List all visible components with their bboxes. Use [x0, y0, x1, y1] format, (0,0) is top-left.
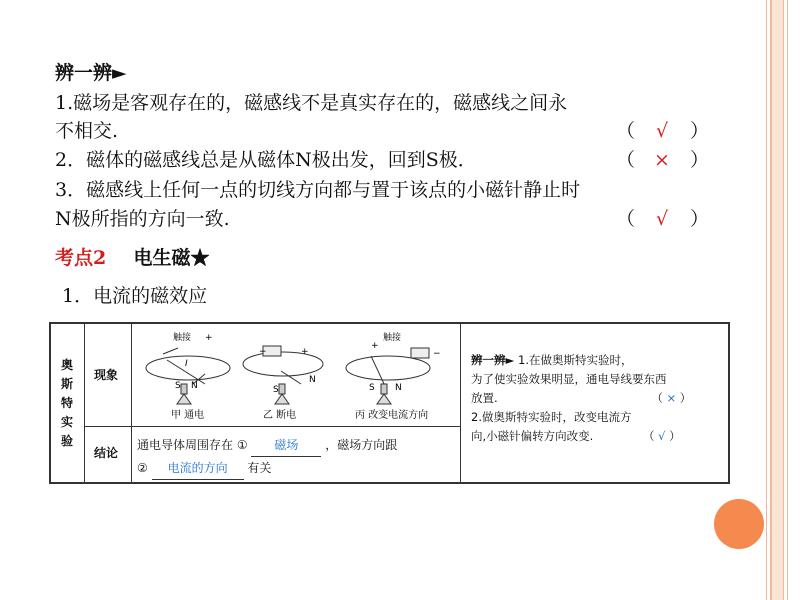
figure-powered-on — [146, 348, 230, 404]
paren-open: （ — [616, 120, 636, 142]
oersted-experiment-figures — [133, 326, 459, 424]
question-1-line-2: 不相交. — [55, 120, 119, 142]
label-plus: + — [371, 341, 379, 351]
label-touch: 触接 — [173, 333, 192, 343]
answer-cross-mark: × — [654, 149, 670, 171]
right-heading: 辨一辨► — [471, 353, 515, 367]
conclusion-text: 通电导体周围存在 ① — [137, 438, 248, 452]
question-3-line-2: N极所指的方向一致. — [55, 208, 230, 230]
vertical-title: 奥斯特实验 — [60, 358, 73, 448]
answer-blank-1: 磁场 — [251, 434, 321, 457]
right-line: 为了使实验效果明显，通电导线要东西 — [471, 372, 667, 386]
label-plus: + — [301, 347, 309, 357]
column-divider — [131, 324, 132, 482]
vertical-title-cell — [51, 324, 85, 482]
decorative-orange-circle — [714, 499, 764, 549]
decorative-band — [772, 0, 783, 600]
section-heading: 辨一辨► — [55, 62, 127, 84]
right-discrimination-box: 辨一辨► 1.在做奥斯特实验时， 为了使实验效果明显，通电导线要东西 放置. （ × ） 2.做奥斯特实验时，改变电流方 向,小磁针偏转方向改变. （ √ ） — [471, 353, 692, 443]
right-line: 放置. — [471, 391, 498, 405]
paren-open: （ — [616, 208, 636, 230]
decorative-line — [783, 0, 784, 600]
paren-close: ） — [690, 120, 710, 142]
question-3-line-1: 3．磁感线上任何一点的切线方向都与置于该点的小磁针静止时 — [55, 179, 581, 201]
caption-powered-off: 乙 断电 — [263, 410, 297, 421]
topic-title: 电生磁★ — [133, 247, 210, 269]
column-divider — [460, 324, 461, 482]
label-n: N — [191, 381, 198, 391]
circled-number: ② — [137, 461, 148, 475]
conclusion-line-1 — [137, 434, 397, 457]
right-line: 1.在做奥斯特实验时， — [518, 353, 633, 367]
paren-open: （ — [616, 149, 636, 171]
conclusion-text: 有关 — [247, 461, 272, 475]
label-current: I — [185, 359, 188, 369]
oersted-experiment-table — [49, 322, 730, 484]
label-s: S — [369, 383, 375, 393]
label-minus: − — [259, 347, 267, 357]
figure-reversed-current — [346, 348, 430, 404]
caption-powered-on: 甲 通电 — [171, 410, 205, 421]
answer-check-mark: √ — [656, 208, 669, 230]
decorative-line — [766, 0, 767, 600]
right-line: 向,小磁针偏转方向改变. — [471, 429, 594, 443]
right-line: 2.做奥斯特实验时，改变电流方 — [471, 410, 632, 424]
caption-reversed-current: 丙 改变电流方向 — [355, 410, 429, 421]
paren-close: ） — [690, 208, 710, 230]
label-n: N — [395, 383, 402, 393]
label-s: S — [175, 381, 181, 391]
paren-close: ） — [690, 149, 710, 171]
topic-number: 考点2 — [55, 247, 107, 269]
conclusion-line-2 — [137, 457, 271, 480]
subheading: 1．电流的磁效应 — [62, 285, 208, 307]
answer-check-mark: √ — [658, 429, 666, 443]
label-s: S — [273, 385, 279, 395]
label-touch: 触接 — [383, 333, 402, 343]
decorative-line — [787, 0, 788, 600]
question-2: 2．磁体的磁感线总是从磁体N极出发，回到S极． — [55, 149, 477, 171]
label-plus: + — [205, 333, 213, 343]
decorative-line — [770, 0, 772, 600]
label-n: N — [309, 375, 316, 385]
label-minus: − — [433, 349, 441, 359]
question-1-line-1: 1.磁场是客观存在的，磁感线不是真实存在的，磁感线之间永 — [55, 92, 568, 114]
row-label-conclusion: 结论 — [94, 446, 119, 460]
answer-check-mark: √ — [656, 120, 669, 142]
answer-blank-2: 电流的方向 — [152, 457, 244, 480]
conclusion-text: ，磁场方向跟 — [325, 438, 398, 452]
row-divider — [84, 426, 460, 427]
topic-heading — [55, 245, 210, 271]
answer-cross-mark: × — [666, 391, 677, 405]
row-label-phenomenon: 现象 — [94, 368, 119, 382]
